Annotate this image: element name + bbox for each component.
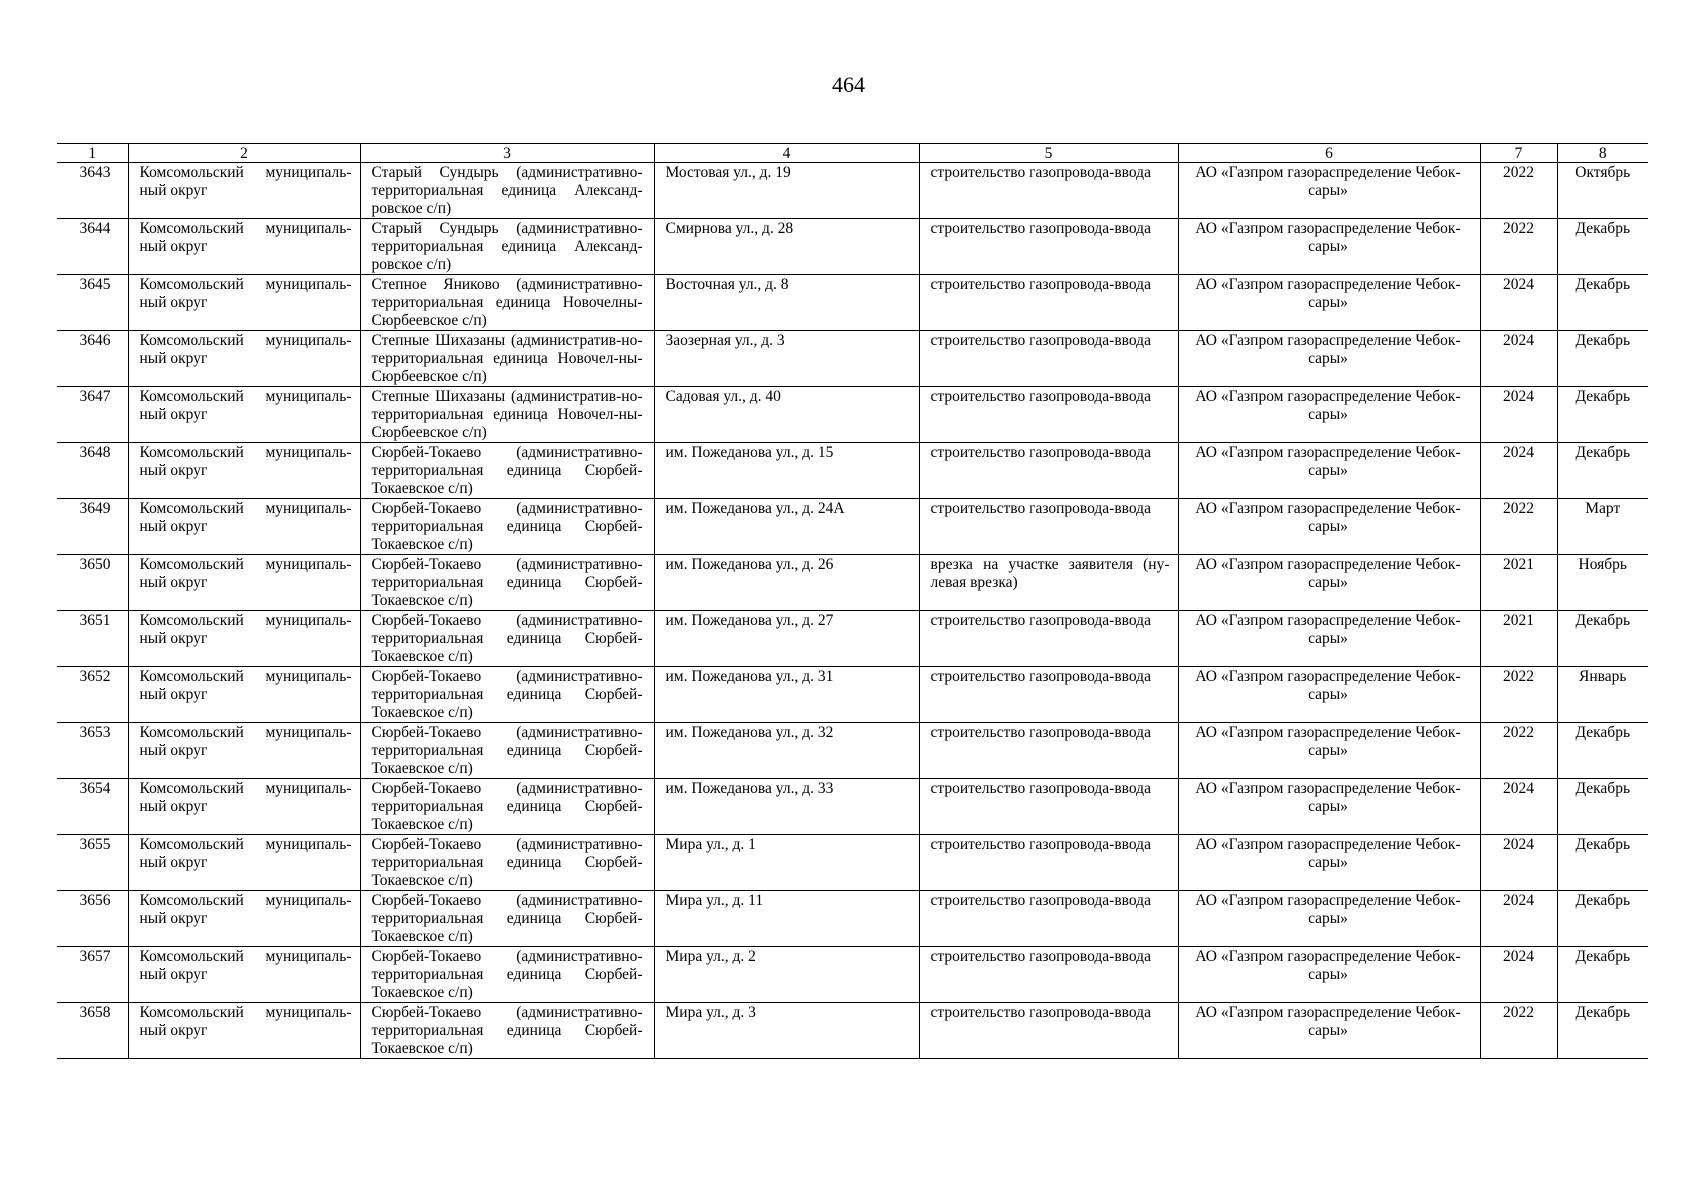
row-number-cell: 3648 [57, 443, 128, 499]
organization-cell: АО «Газпром газораспределение Чебок-сары» [1178, 667, 1480, 723]
row-number-cell: 3647 [57, 387, 128, 443]
district-cell: Комсомольский муниципаль-ный округ [128, 723, 360, 779]
month-cell: Ноябрь [1557, 555, 1648, 611]
month-cell: Декабрь [1557, 611, 1648, 667]
month-cell: Декабрь [1557, 891, 1648, 947]
year-cell: 2024 [1480, 779, 1557, 835]
district-cell: Комсомольский муниципаль-ный округ [128, 275, 360, 331]
month-cell: Декабрь [1557, 835, 1648, 891]
district-cell: Комсомольский муниципаль-ный округ [128, 891, 360, 947]
district-cell: Комсомольский муниципаль-ный округ [128, 163, 360, 219]
settlement-cell: Сюрбей-Токаево (административно-территориальная единица Сюрбей-Токаевское с/п) [360, 1003, 654, 1059]
work-type-cell: строительство газопровода-ввода [919, 947, 1178, 1003]
address-cell: Мира ул., д. 3 [654, 1003, 919, 1059]
settlement-cell: Степные Шихазаны (административ-но-территориальная единица Новочел-ны-Сюрбеевское с/п) [360, 387, 654, 443]
column-header: 6 [1178, 144, 1480, 163]
address-cell: им. Пожеданова ул., д. 31 [654, 667, 919, 723]
table-row [57, 667, 1648, 723]
month-cell: Декабрь [1557, 219, 1648, 275]
work-type-cell: строительство газопровода-ввода [919, 331, 1178, 387]
work-type-cell: строительство газопровода-ввода [919, 835, 1178, 891]
work-type-cell: строительство газопровода-ввода [919, 779, 1178, 835]
address-cell: им. Пожеданова ул., д. 33 [654, 779, 919, 835]
district-cell: Комсомольский муниципаль-ный округ [128, 779, 360, 835]
settlement-cell: Степные Шихазаны (административ-но-территориальная единица Новочел-ны-Сюрбеевское с/п) [360, 331, 654, 387]
district-cell: Комсомольский муниципаль-ный округ [128, 331, 360, 387]
address-cell: им. Пожеданова ул., д. 24А [654, 499, 919, 555]
settlement-cell: Сюрбей-Токаево (административно-территориальная единица Сюрбей-Токаевское с/п) [360, 835, 654, 891]
month-cell: Декабрь [1557, 331, 1648, 387]
year-cell: 2024 [1480, 835, 1557, 891]
row-number-cell: 3656 [57, 891, 128, 947]
address-cell: Заозерная ул., д. 3 [654, 331, 919, 387]
settlement-cell: Сюрбей-Токаево (административно-территориальная единица Сюрбей-Токаевское с/п) [360, 947, 654, 1003]
organization-cell: АО «Газпром газораспределение Чебок-сары» [1178, 555, 1480, 611]
address-cell: им. Пожеданова ул., д. 32 [654, 723, 919, 779]
settlement-cell: Старый Сундырь (административно-территориальная единица Александ-ровское с/п) [360, 163, 654, 219]
organization-cell: АО «Газпром газораспределение Чебок-сары» [1178, 387, 1480, 443]
row-number-cell: 3649 [57, 499, 128, 555]
address-cell: Мира ул., д. 1 [654, 835, 919, 891]
settlement-cell: Сюрбей-Токаево (административно-территориальная единица Сюрбей-Токаевское с/п) [360, 555, 654, 611]
row-number-cell: 3645 [57, 275, 128, 331]
organization-cell: АО «Газпром газораспределение Чебок-сары» [1178, 163, 1480, 219]
organization-cell: АО «Газпром газораспределение Чебок-сары» [1178, 779, 1480, 835]
work-type-cell: строительство газопровода-ввода [919, 219, 1178, 275]
settlement-cell: Сюрбей-Токаево (административно-территориальная единица Сюрбей-Токаевское с/п) [360, 611, 654, 667]
row-number-cell: 3655 [57, 835, 128, 891]
row-number-cell: 3657 [57, 947, 128, 1003]
column-header: 3 [360, 144, 654, 163]
settlement-cell: Степное Яниково (административно-территориальная единица Новочелны-Сюрбеевское с/п) [360, 275, 654, 331]
column-header: 7 [1480, 144, 1557, 163]
settlement-cell: Старый Сундырь (административно-территориальная единица Александ-ровское с/п) [360, 219, 654, 275]
settlement-cell: Сюрбей-Токаево (административно-территориальная единица Сюрбей-Токаевское с/п) [360, 667, 654, 723]
address-cell: Смирнова ул., д. 28 [654, 219, 919, 275]
address-cell: Садовая ул., д. 40 [654, 387, 919, 443]
district-cell: Комсомольский муниципаль-ный округ [128, 667, 360, 723]
year-cell: 2024 [1480, 891, 1557, 947]
organization-cell: АО «Газпром газораспределение Чебок-сары» [1178, 947, 1480, 1003]
address-cell: им. Пожеданова ул., д. 27 [654, 611, 919, 667]
address-cell: им. Пожеданова ул., д. 15 [654, 443, 919, 499]
table-row [57, 275, 1648, 331]
table-row [57, 1003, 1648, 1059]
table-body [57, 163, 1648, 1059]
table-row [57, 835, 1648, 891]
work-type-cell: строительство газопровода-ввода [919, 891, 1178, 947]
address-cell: им. Пожеданова ул., д. 26 [654, 555, 919, 611]
page-number: 464 [832, 72, 865, 97]
district-cell: Комсомольский муниципаль-ный округ [128, 219, 360, 275]
work-type-cell: строительство газопровода-ввода [919, 667, 1178, 723]
district-cell: Комсомольский муниципаль-ный округ [128, 947, 360, 1003]
organization-cell: АО «Газпром газораспределение Чебок-сары» [1178, 331, 1480, 387]
work-type-cell: строительство газопровода-ввода [919, 163, 1178, 219]
organization-cell: АО «Газпром газораспределение Чебок-сары» [1178, 219, 1480, 275]
column-header: 1 [57, 144, 128, 163]
row-number-cell: 3644 [57, 219, 128, 275]
settlement-cell: Сюрбей-Токаево (административно-территориальная единица Сюрбей-Токаевское с/п) [360, 443, 654, 499]
gasification-table [57, 143, 1648, 1059]
organization-cell: АО «Газпром газораспределение Чебок-сары» [1178, 1003, 1480, 1059]
work-type-cell: строительство газопровода-ввода [919, 443, 1178, 499]
settlement-cell: Сюрбей-Токаево (административно-территориальная единица Сюрбей-Токаевское с/п) [360, 891, 654, 947]
address-cell: Мостовая ул., д. 19 [654, 163, 919, 219]
year-cell: 2022 [1480, 163, 1557, 219]
table-row [57, 779, 1648, 835]
month-cell: Декабрь [1557, 387, 1648, 443]
year-cell: 2022 [1480, 499, 1557, 555]
district-cell: Комсомольский муниципаль-ный округ [128, 611, 360, 667]
year-cell: 2021 [1480, 555, 1557, 611]
table-row [57, 555, 1648, 611]
row-number-cell: 3651 [57, 611, 128, 667]
settlement-cell: Сюрбей-Токаево (административно-территориальная единица Сюрбей-Токаевское с/п) [360, 779, 654, 835]
work-type-cell: строительство газопровода-ввода [919, 499, 1178, 555]
year-cell: 2022 [1480, 219, 1557, 275]
row-number-cell: 3646 [57, 331, 128, 387]
district-cell: Комсомольский муниципаль-ный округ [128, 555, 360, 611]
year-cell: 2024 [1480, 275, 1557, 331]
work-type-cell: строительство газопровода-ввода [919, 275, 1178, 331]
table-row [57, 387, 1648, 443]
row-number-cell: 3654 [57, 779, 128, 835]
row-number-cell: 3650 [57, 555, 128, 611]
address-cell: Мира ул., д. 2 [654, 947, 919, 1003]
row-number-cell: 3643 [57, 163, 128, 219]
month-cell: Декабрь [1557, 443, 1648, 499]
district-cell: Комсомольский муниципаль-ный округ [128, 1003, 360, 1059]
organization-cell: АО «Газпром газораспределение Чебок-сары» [1178, 275, 1480, 331]
address-cell: Восточная ул., д. 8 [654, 275, 919, 331]
table-row [57, 723, 1648, 779]
row-number-cell: 3653 [57, 723, 128, 779]
row-number-cell: 3658 [57, 1003, 128, 1059]
work-type-cell: врезка на участке заявителя (ну-левая врезка) [919, 555, 1178, 611]
month-cell: Декабрь [1557, 723, 1648, 779]
organization-cell: АО «Газпром газораспределение Чебок-сары» [1178, 499, 1480, 555]
month-cell: Октябрь [1557, 163, 1648, 219]
table-row [57, 947, 1648, 1003]
table-row [57, 611, 1648, 667]
column-number-row [57, 144, 1648, 163]
organization-cell: АО «Газпром газораспределение Чебок-сары» [1178, 443, 1480, 499]
row-number-cell: 3652 [57, 667, 128, 723]
year-cell: 2024 [1480, 387, 1557, 443]
year-cell: 2022 [1480, 723, 1557, 779]
column-header: 2 [128, 144, 360, 163]
settlement-cell: Сюрбей-Токаево (административно-территориальная единица Сюрбей-Токаевское с/п) [360, 499, 654, 555]
address-cell: Мира ул., д. 11 [654, 891, 919, 947]
column-header: 5 [919, 144, 1178, 163]
table-row [57, 163, 1648, 219]
organization-cell: АО «Газпром газораспределение Чебок-сары» [1178, 723, 1480, 779]
district-cell: Комсомольский муниципаль-ный округ [128, 387, 360, 443]
year-cell: 2024 [1480, 331, 1557, 387]
year-cell: 2022 [1480, 667, 1557, 723]
table-row [57, 331, 1648, 387]
column-header: 4 [654, 144, 919, 163]
month-cell: Январь [1557, 667, 1648, 723]
month-cell: Декабрь [1557, 947, 1648, 1003]
work-type-cell: строительство газопровода-ввода [919, 611, 1178, 667]
table-row [57, 891, 1648, 947]
table-row [57, 219, 1648, 275]
table-row [57, 443, 1648, 499]
column-header: 8 [1557, 144, 1648, 163]
work-type-cell: строительство газопровода-ввода [919, 1003, 1178, 1059]
month-cell: Декабрь [1557, 779, 1648, 835]
settlement-cell: Сюрбей-Токаево (административно-территориальная единица Сюрбей-Токаевское с/п) [360, 723, 654, 779]
month-cell: Декабрь [1557, 1003, 1648, 1059]
work-type-cell: строительство газопровода-ввода [919, 723, 1178, 779]
year-cell: 2022 [1480, 1003, 1557, 1059]
year-cell: 2024 [1480, 947, 1557, 1003]
district-cell: Комсомольский муниципаль-ный округ [128, 835, 360, 891]
work-type-cell: строительство газопровода-ввода [919, 387, 1178, 443]
year-cell: 2021 [1480, 611, 1557, 667]
district-cell: Комсомольский муниципаль-ный округ [128, 443, 360, 499]
organization-cell: АО «Газпром газораспределение Чебок-сары» [1178, 835, 1480, 891]
organization-cell: АО «Газпром газораспределение Чебок-сары» [1178, 891, 1480, 947]
district-cell: Комсомольский муниципаль-ный округ [128, 499, 360, 555]
year-cell: 2024 [1480, 443, 1557, 499]
month-cell: Декабрь [1557, 275, 1648, 331]
month-cell: Март [1557, 499, 1648, 555]
organization-cell: АО «Газпром газораспределение Чебок-сары» [1178, 611, 1480, 667]
table-row [57, 499, 1648, 555]
